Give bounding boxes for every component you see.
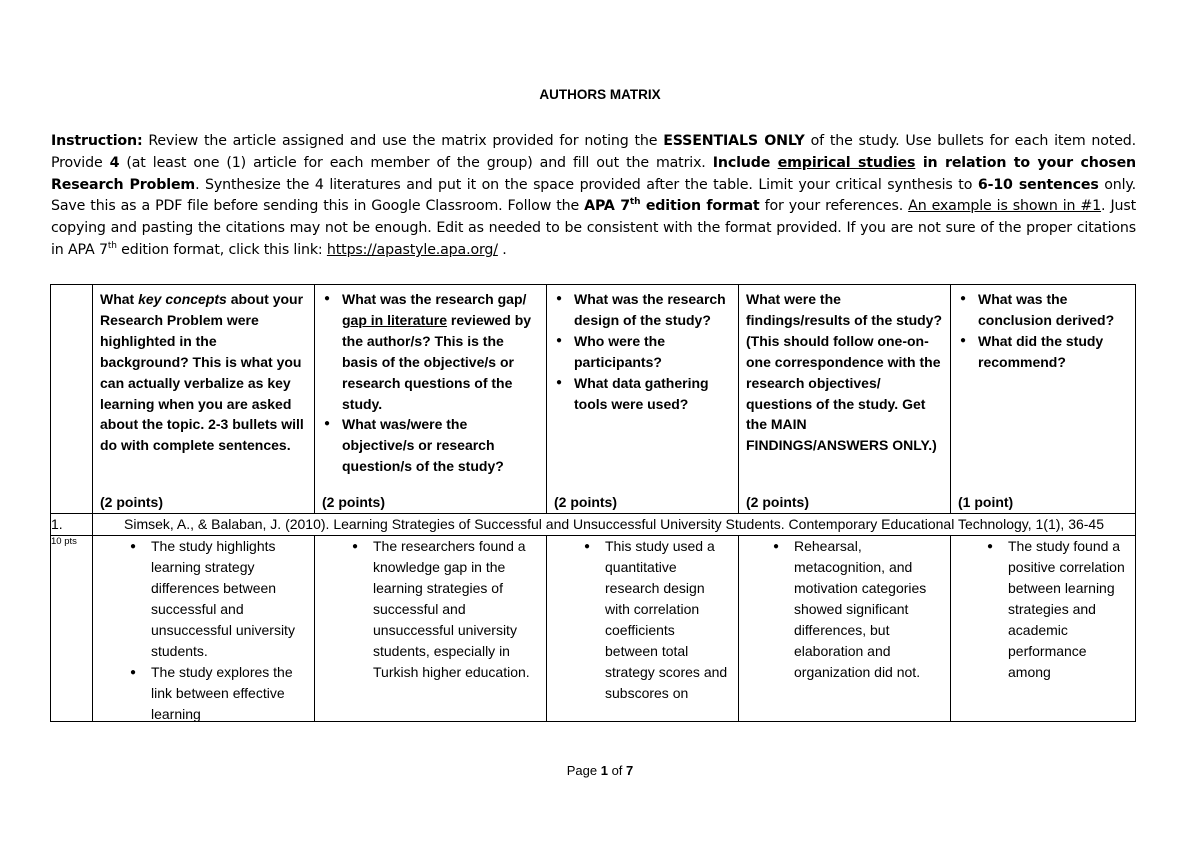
page-current: 1 [600,763,608,778]
instr-bold: edition format [640,198,760,215]
header-findings [739,285,951,514]
points-label: (2 points) [100,494,163,510]
instr-text: . [497,241,507,258]
list-item: ● Rehearsal, metacognition, and motivation categories showed significant differences, but elaboration and organization did not. [794,536,942,683]
example-row [51,536,1136,722]
list-item: ● The study found a positive correlation between learning strategies and academic performance among [1008,536,1127,683]
example-conclusion [951,536,1136,722]
list-item: ● The study explores the link between effective learning [151,662,306,721]
instr-text: . Just copying and pasting the citations may not be enough. Edit as needed to be consistent with the format provided. If you are not sure of the proper citations in APA 7 [51,198,1136,258]
example-key-concepts [93,536,315,722]
instr-text: Review the article assigned and use the matrix provided for noting the [142,133,664,149]
header-conclusion [951,285,1136,514]
header-text: reviewed by the author/s? This is the basis of the objective/s or research questions of the study. [342,311,532,412]
points-label: (2 points) [554,494,617,510]
instr-bold: in relation to your chosen Research Problem [51,154,1137,193]
header-bullet: ● What data gathering tools were used? [574,373,730,415]
instr-text: . Synthesize the 4 literatures and put it on the space provided after the table. Limit your critical synthesis to [195,176,978,193]
header-bullet: ● What did the study recommend? [978,331,1127,373]
example-findings [739,536,951,722]
page-total: 7 [626,763,634,778]
citation-row [51,514,1136,536]
page-footer [0,763,1200,778]
instr-bold: Include [712,154,778,171]
instr-bold: 4 [109,154,120,171]
points-label: (1 point) [958,494,1014,510]
header-text: What [100,291,139,307]
example-research-gap [315,536,547,722]
instr-text: only. Save this as a PDF file before sending this in Google Classroom. Follow the [51,176,1137,215]
document-title: AUTHORS MATRIX [539,87,661,102]
header-bullet: ● What was the conclusion derived? [978,289,1127,331]
instr-text: edition format, click this link: [116,241,327,258]
footer-text: of [611,763,623,778]
list-item: ● The study highlights learning strategy differences between successful and unsuccessful university students. [151,536,306,662]
superscript: th [107,240,117,251]
header-text: What were the findings/results of the study? (This should follow one-on-one correspondence with the research objectives/ questions of the study. Get the MAIN FINDINGS/ANSWERS ONLY.) [746,291,943,454]
instr-bold [584,198,759,214]
citation-cell: Simsek, A., & Balaban, J. (2010). Learning Strategies of Successful and Unsuccessful University Students. Contemporary Educational Technology, 1(1), 36-45 [93,514,1136,536]
instr-text: (at least one (1) article for each member of the group) and fill out the matrix. [119,154,713,171]
instruction-paragraph [51,131,1136,262]
header-italic: key concepts [138,291,227,307]
header-blank-cell [51,285,93,514]
instr-bold: ESSENTIALS ONLY [663,133,805,149]
points-label: (2 points) [322,494,385,510]
instr-bold: 6-10 sentences [977,176,1099,193]
instr-bold-underline: empirical studies [777,154,916,171]
points-label: (2 points) [746,494,809,510]
instr-text: for your references. [759,198,909,215]
header-row [51,285,1136,514]
header-research-gap [315,285,547,514]
apa-link[interactable]: https://apastyle.apa.org/ [326,241,498,258]
header-underline: gap in literature [342,311,448,328]
superscript: th [629,197,641,208]
example-research-design [547,536,739,722]
authors-matrix-table [50,284,1136,722]
list-item: ● The researchers found a knowledge gap in the learning strategies of successful and unsuccessful university students, especially in Turkish higher education. [373,536,538,683]
header-bullet [342,289,538,414]
header-bullet: ● Who were the participants? [574,331,730,373]
points-cell: 10 pts [51,536,93,722]
instruction-label: Instruction: [51,133,143,149]
header-bullet: ● What was/were the objective/s or research question/s of the study? [342,414,538,477]
row-number: 1. [51,514,93,536]
header-text: about your Research Problem were highlighted in the background? This is what you can actually verbalize as key learning when you are asked about the topic. 2-3 bullets will do with complete sentences. [100,291,304,454]
example-note: An example is shown in #1 [908,198,1102,215]
header-research-design [547,285,739,514]
header-bullet: ● What was the research design of the study? [574,289,730,331]
instr-text: of the study. Use bullets for each item noted. Provide [51,133,1137,171]
header-text: What was the research gap/ [342,291,527,307]
instr-bold: APA 7 [584,198,630,215]
list-item: ● This study used a quantitative research design with correlation coefficients between total strategy scores and subscores on [605,536,730,704]
header-key-concepts [93,285,315,514]
footer-text: Page [566,763,598,778]
